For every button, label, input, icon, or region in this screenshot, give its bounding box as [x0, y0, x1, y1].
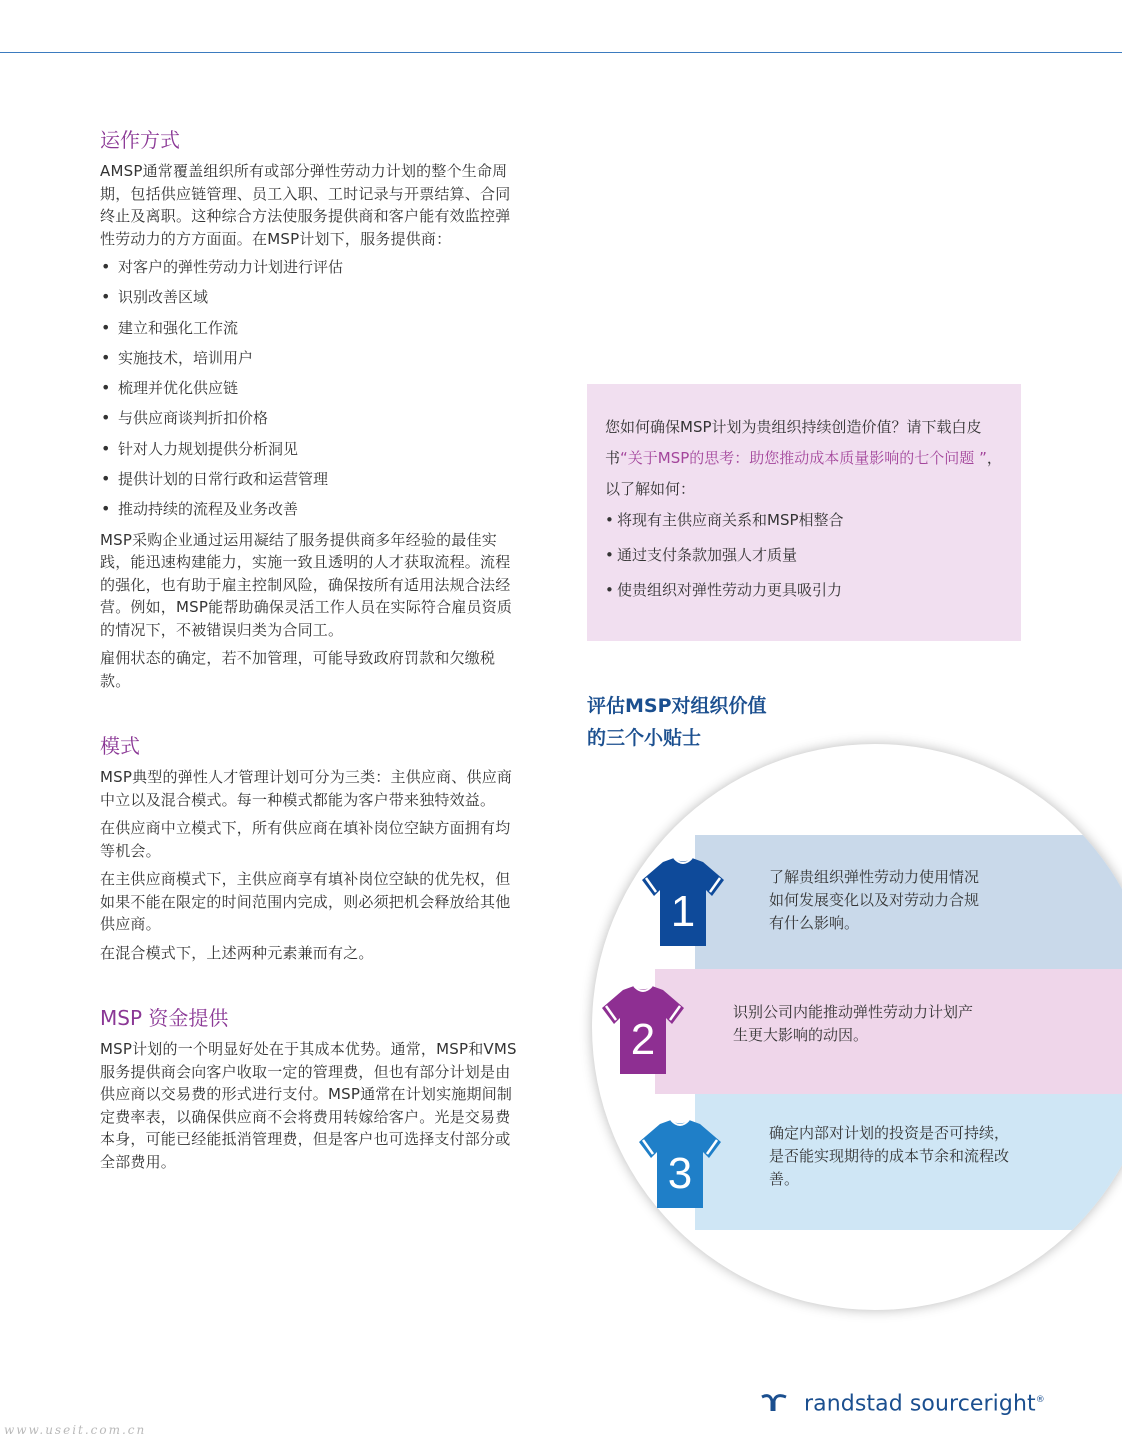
tip-2-text: 识别公司内能推动弹性劳动力计划产生更大影响的动因。 — [733, 1003, 974, 1044]
top-divider — [0, 52, 1122, 53]
logo-wordmark: randstad sourceright — [804, 1391, 1036, 1417]
callout-bullet-list — [605, 509, 1005, 601]
jersey-3-number: 3 — [667, 1149, 693, 1198]
jersey-1-number: 1 — [670, 887, 696, 936]
operation-paragraph-2: MSP采购企业通过运用凝结了服务提供商多年经验的最佳实践，能迅速构建能力，实施一致且透明的人才获取流程。流程的强化，也有助于雇主控制风险，确保按所有适用法规合法经营。例如，MSP能帮助确保灵活工作人员在实际符合雇员资质的情况下，不被错误归类为合同工。 — [100, 530, 513, 639]
callout-text-before: 您如何确保MSP计划为贵组织持续创造价值？请下载白皮书 — [605, 418, 982, 467]
logo-text — [804, 1383, 1045, 1421]
site-watermark: www.useit.com.cn — [4, 1423, 147, 1437]
list-item: • 实施技术，培训用户 — [100, 347, 525, 369]
jersey-2-number: 2 — [630, 1015, 656, 1064]
section-title-models: 模式 — [100, 734, 140, 759]
models-paragraph-3: 在主供应商模式下，主供应商享有填补岗位空缺的优先权，但如果不能在限定的时间范围内完成，则必须把机会释放给其他供应商。 — [100, 870, 511, 934]
list-item: • 识别改善区域 — [100, 286, 525, 308]
list-item: • 提供计划的日常行政和运营管理 — [100, 468, 525, 490]
logo-trademark: ® — [1035, 1395, 1045, 1405]
funding-paragraph-1: MSP计划的一个明显好处在于其成本优势。通常，MSP和VMS服务提供商会向客户收取一定的管理费，但也有部分计划是由供应商以交易费的形式进行支付。MSP通常在计划实施期间制定费率表，以确保供应商不会将费用转嫁给客户。光是交易费本身，可能已经能抵消管理费，但是客户也可选择支付部分或全部费用。 — [100, 1040, 517, 1171]
section-title-funding: MSP 资金提供 — [100, 1006, 229, 1031]
left-column — [100, 126, 525, 1179]
operation-intro: AMSP通常覆盖组织所有或部分弹性劳动力计划的整个生命周期，包括供应链管理、员工入职、工时记录与开票结算、合同终止及离职。这种综合方法使服务提供商和客户能有效监控弹性劳动力的方方面面。在MSP计划下，服务提供商： — [100, 162, 511, 248]
list-item: • 推动持续的流程及业务改善 — [100, 498, 525, 520]
randstad-sourceright-logo — [760, 1383, 1045, 1417]
jersey-2-icon — [600, 984, 686, 1076]
operation-paragraph-3: 雇佣状态的确定，若不加管理，可能导致政府罚款和欠缴税款。 — [100, 649, 496, 690]
list-item: • 梳理并优化供应链 — [100, 377, 525, 399]
jersey-3-icon — [637, 1118, 723, 1210]
list-item: • 对客户的弹性劳动力计划进行评估 — [100, 256, 525, 278]
models-paragraph-1: MSP典型的弹性人才管理计划可分为三类：主供应商、供应商中立以及混合模式。每一种模式都能为客户带来独特效益。 — [100, 768, 513, 809]
tip-3-text: 确定内部对计划的投资是否可持续，是否能实现期待的成本节余和流程改善。 — [769, 1124, 1010, 1188]
models-paragraph-2: 在供应商中立模式下，所有供应商在填补岗位空缺方面拥有均等机会。 — [100, 819, 511, 860]
tips-heading-line-2: 的三个小贴士 — [587, 727, 702, 749]
list-item: • 将现有主供应商关系和MSP相整合 — [605, 509, 1005, 531]
tips-heading — [587, 690, 847, 754]
randstad-mark-icon — [760, 1391, 800, 1413]
list-item: • 与供应商谈判折扣价格 — [100, 407, 525, 429]
operation-bullet-list — [100, 256, 525, 520]
whitepaper-callout-box — [587, 384, 1021, 641]
list-item: • 针对人力规划提供分析洞见 — [100, 438, 525, 460]
callout-text — [605, 412, 1005, 505]
list-item: • 建立和强化工作流 — [100, 317, 525, 339]
models-paragraph-4: 在混合模式下，上述两种元素兼而有之。 — [100, 943, 374, 962]
callout-text-after: ，以了解如何： — [605, 449, 1002, 498]
jersey-1-icon — [640, 856, 726, 948]
section-title-operation: 运作方式 — [100, 128, 180, 152]
whitepaper-link[interactable]: “关于MSP的思考：助您推动成本质量影响的七个问题 ” — [620, 449, 987, 467]
tips-heading-line-1: 评估MSP对组织价值 — [587, 695, 767, 717]
list-item: • 通过支付条款加强人才质量 — [605, 544, 1005, 566]
tip-1-text: 了解贵组织弹性劳动力使用情况如何发展变化以及对劳动力合规有什么影响。 — [769, 868, 980, 932]
list-item: • 使贵组织对弹性劳动力更具吸引力 — [605, 579, 1005, 601]
